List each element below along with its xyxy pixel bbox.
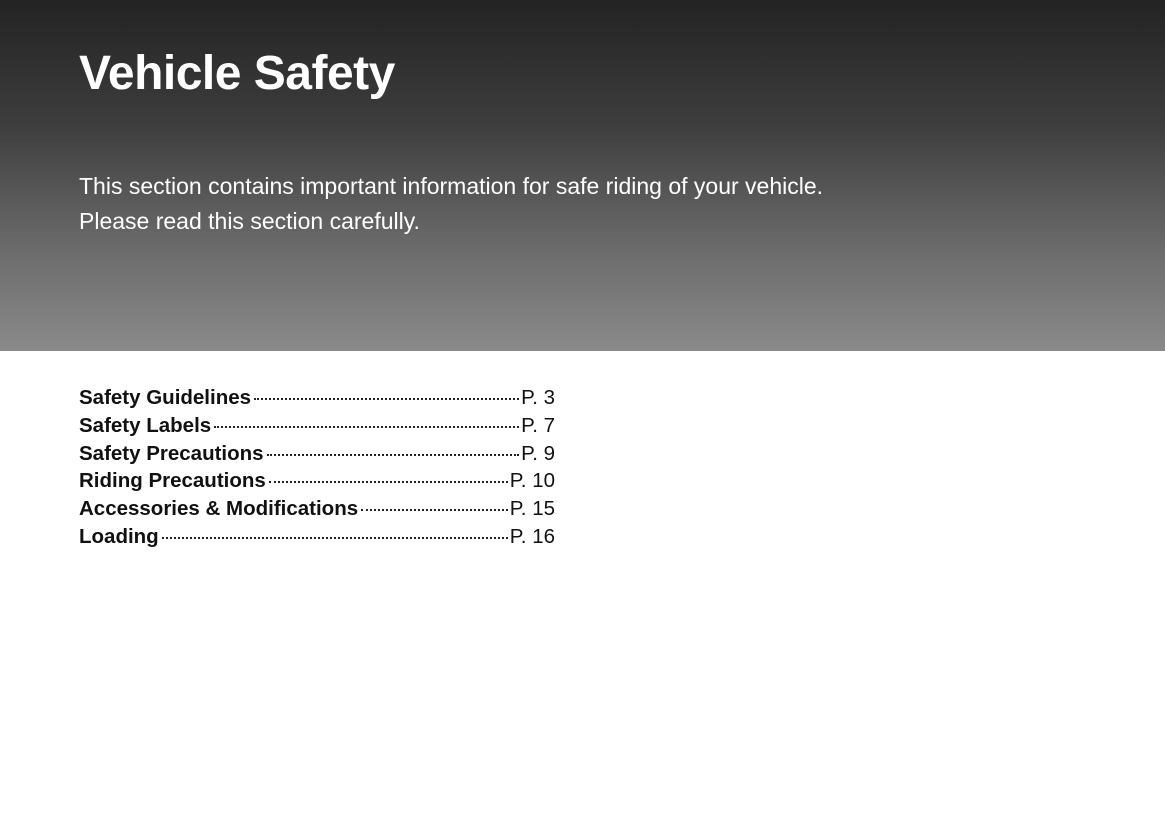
toc-leader-dots (267, 454, 520, 456)
toc-item-title: Riding Precautions (79, 469, 266, 493)
toc-item-accessories-modifications[interactable] (79, 497, 555, 525)
toc-item-page: P. 9 (521, 441, 555, 465)
toc-item-page: P. 3 (521, 386, 555, 409)
intro-text (79, 169, 823, 239)
intro-line: Please read this section carefully. (79, 208, 420, 234)
intro-line: This section contains important information for safe riding of your vehicle. (79, 173, 824, 199)
toc-item-title: Loading (79, 524, 159, 548)
toc-item-page: P. 10 (509, 469, 555, 493)
toc-item-page: P. 16 (509, 524, 555, 548)
toc-item-page: P. 15 (509, 497, 555, 521)
toc-item-loading[interactable] (79, 525, 555, 553)
toc-item-safety-labels[interactable] (79, 414, 555, 442)
header-band (0, 0, 1165, 351)
page-title: Vehicle Safety (79, 47, 395, 100)
toc-item-riding-precautions[interactable] (79, 469, 555, 497)
toc-leader-dots (162, 537, 508, 539)
toc-item-page: P. 7 (521, 413, 555, 437)
toc-item-title: Safety Guidelines (79, 386, 252, 409)
toc-item-safety-guidelines[interactable] (79, 386, 555, 414)
table-of-contents (79, 386, 555, 553)
toc-item-safety-precautions[interactable] (79, 442, 555, 470)
toc-leader-dots (214, 426, 519, 428)
toc-item-title: Safety Precautions (79, 441, 264, 465)
toc-leader-dots (361, 509, 508, 511)
toc-leader-dots (254, 398, 519, 400)
toc-leader-dots (269, 481, 508, 483)
toc-item-title: Accessories & Modifications (79, 497, 359, 521)
toc-item-title: Safety Labels (79, 413, 212, 437)
